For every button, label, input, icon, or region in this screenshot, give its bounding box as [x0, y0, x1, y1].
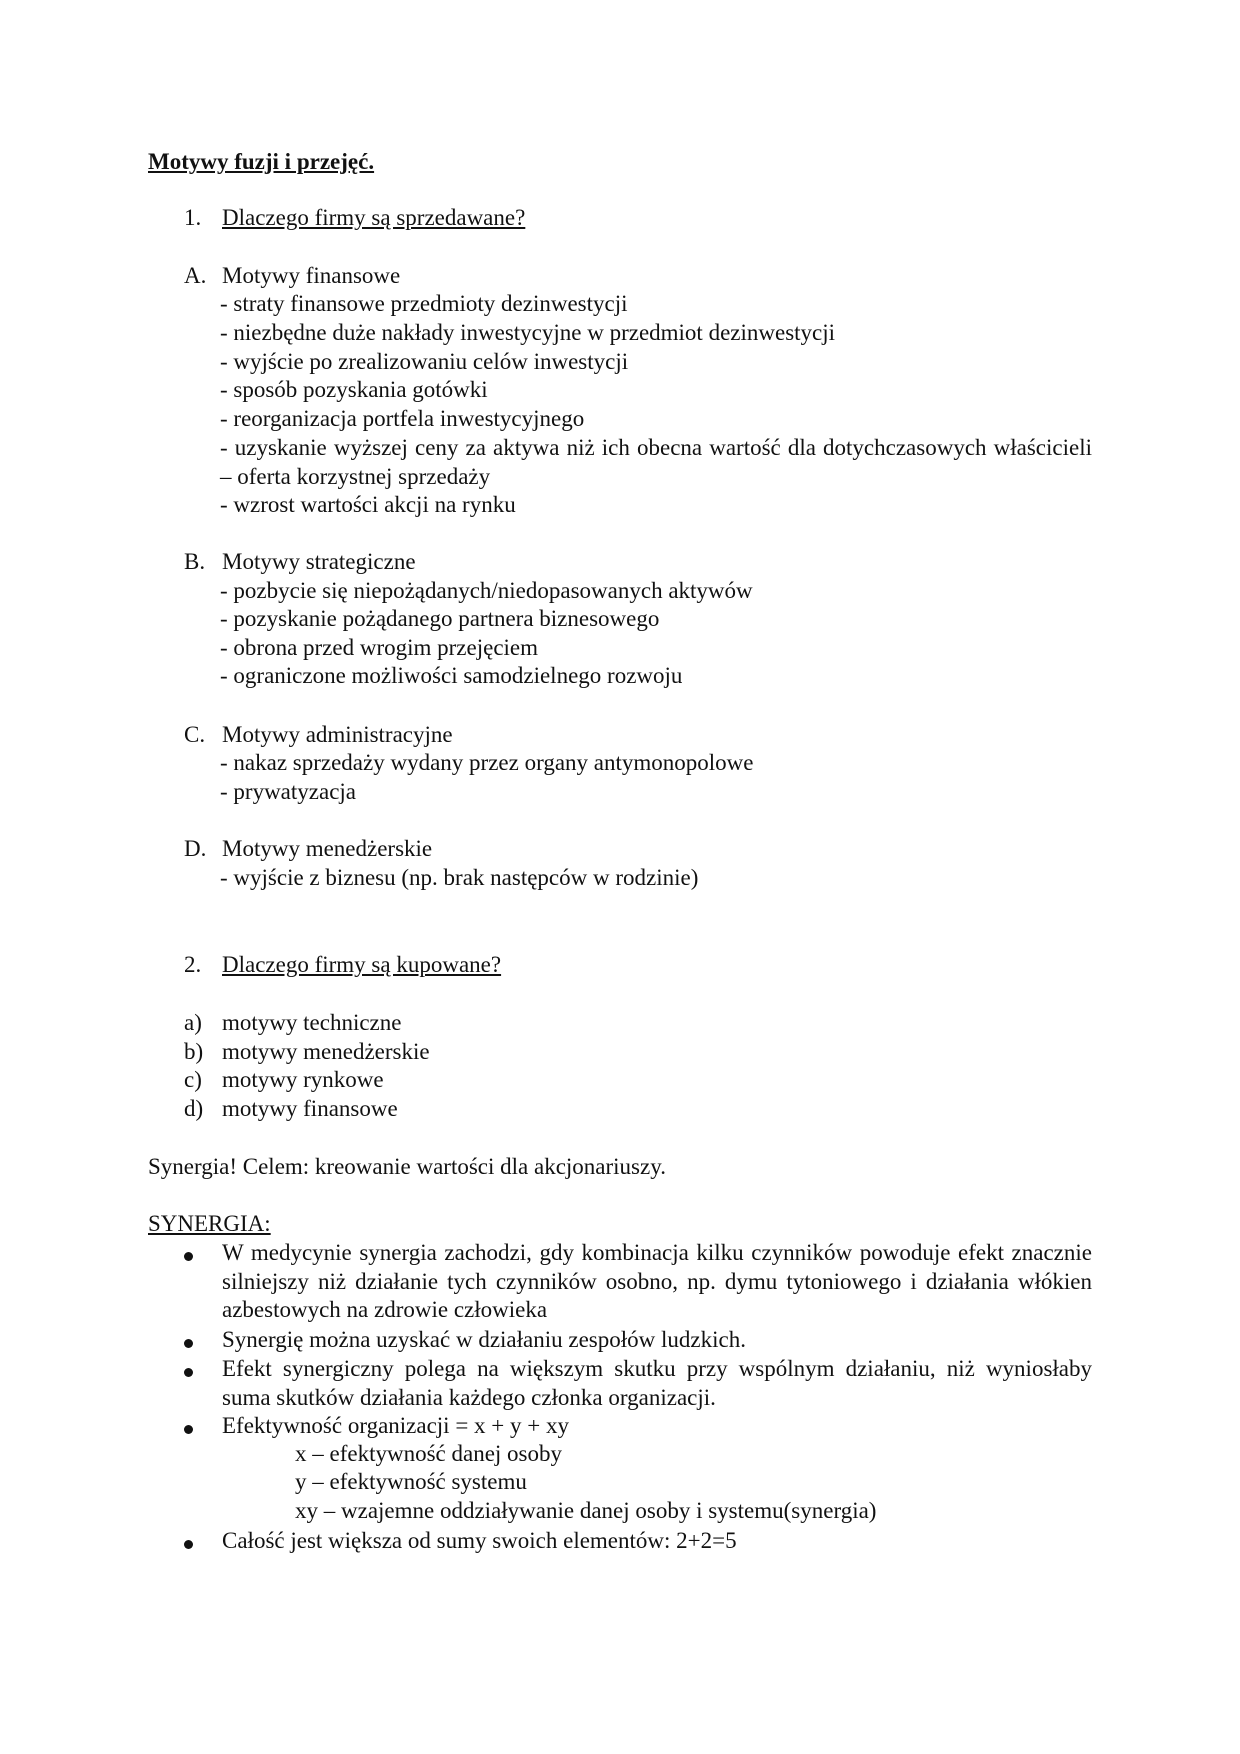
- list-item: - pozyskanie pożądanego partnera biznesowego: [220, 606, 660, 631]
- question-1-text: Dlaczego firmy są sprzedawane?: [222, 205, 526, 230]
- list-item: - wyjście po zrealizowaniu celów inwestycji: [220, 349, 629, 374]
- section-c-letter: C.: [184, 722, 206, 747]
- formula-term: y – efektywność systemu: [295, 1469, 527, 1494]
- list-item: - wyjście z biznesu (np. brak następców w rodzinie): [220, 865, 699, 890]
- synergy-goal: Synergia! Celem: kreowanie wartości dla akcjonariuszy.: [148, 1154, 666, 1179]
- buy-motive-letter: c): [184, 1067, 202, 1092]
- list-item: - nakaz sprzedaży wydany przez organy antymonopolowe: [220, 750, 754, 775]
- list-item: - sposób pozyskania gotówki: [220, 377, 488, 402]
- section-a-letter: A.: [184, 263, 207, 288]
- buy-motive-letter: a): [184, 1010, 202, 1035]
- buy-motive-text: motywy finansowe: [222, 1096, 398, 1121]
- section-b-heading: Motywy strategiczne: [222, 549, 416, 574]
- bullet-icon: [184, 1540, 193, 1549]
- formula-term: xy – wzajemne oddziaływanie danej osoby i systemu(synergia): [295, 1498, 877, 1523]
- section-a-heading: Motywy finansowe: [222, 263, 401, 288]
- section-d-heading: Motywy menedżerskie: [222, 836, 433, 861]
- bullet-icon: [184, 1425, 193, 1434]
- question-2-number: 2.: [184, 952, 202, 977]
- buy-motive-text: motywy techniczne: [222, 1010, 402, 1035]
- section-b-letter: B.: [184, 549, 206, 574]
- list-item: - obrona przed wrogim przejęciem: [220, 635, 539, 660]
- question-2-text: Dlaczego firmy są kupowane?: [222, 952, 502, 977]
- list-item: - reorganizacja portfela inwestycyjnego: [220, 406, 585, 431]
- list-item: - prywatyzacja: [220, 779, 357, 804]
- bullet-icon: [184, 1339, 193, 1348]
- formula-term: x – efektywność danej osoby: [295, 1441, 562, 1466]
- buy-motive-text: motywy rynkowe: [222, 1067, 384, 1092]
- list-item: - uzyskanie wyższej ceny za aktywa niż ich obecna wartość dla dotychczasowych właścicieli – oferta korzystnej sprzedaży: [220, 435, 1092, 489]
- buy-motive-text: motywy menedżerskie: [222, 1039, 430, 1064]
- buy-motive-letter: d): [184, 1096, 204, 1121]
- bullet-icon: [184, 1252, 193, 1261]
- list-item: - pozbycie się niepożądanych/niedopasowanych aktywów: [220, 578, 753, 603]
- synergy-bullet: Synergię można uzyskać w działaniu zespołów ludzkich.: [222, 1327, 746, 1352]
- document-title: Motywy fuzji i przejęć.: [148, 149, 375, 174]
- section-d-letter: D.: [184, 836, 207, 861]
- list-item: - ograniczone możliwości samodzielnego rozwoju: [220, 663, 683, 688]
- list-item: - niezbędne duże nakłady inwestycyjne w przedmiot dezinwestycji: [220, 320, 836, 345]
- synergy-heading: SYNERGIA:: [148, 1211, 271, 1236]
- list-item: - straty finansowe przedmioty dezinwestycji: [220, 291, 628, 316]
- section-c-heading: Motywy administracyjne: [222, 722, 453, 747]
- synergy-bullet: W medycynie synergia zachodzi, gdy kombinacja kilku czynników powoduje efekt znacznie silniejszy niż działanie tych czynników osobno, np. dymu tytoniowego i działania włókien azbestowych na zdrowie człowieka: [222, 1240, 1092, 1322]
- synergy-bullet: Efekt synergiczny polega na większym skutku przy wspólnym działaniu, niż wyniosłaby suma skutków działania każdego członka organizacji.: [222, 1356, 1092, 1410]
- buy-motive-letter: b): [184, 1039, 204, 1064]
- synergy-bullet: Całość jest większa od sumy swoich elementów: 2+2=5: [222, 1528, 737, 1553]
- bullet-icon: [184, 1368, 193, 1377]
- synergy-bullet: Efektywność organizacji = x + y + xy: [222, 1413, 569, 1438]
- question-1-number: 1.: [184, 205, 202, 230]
- list-item: - wzrost wartości akcji na rynku: [220, 492, 516, 517]
